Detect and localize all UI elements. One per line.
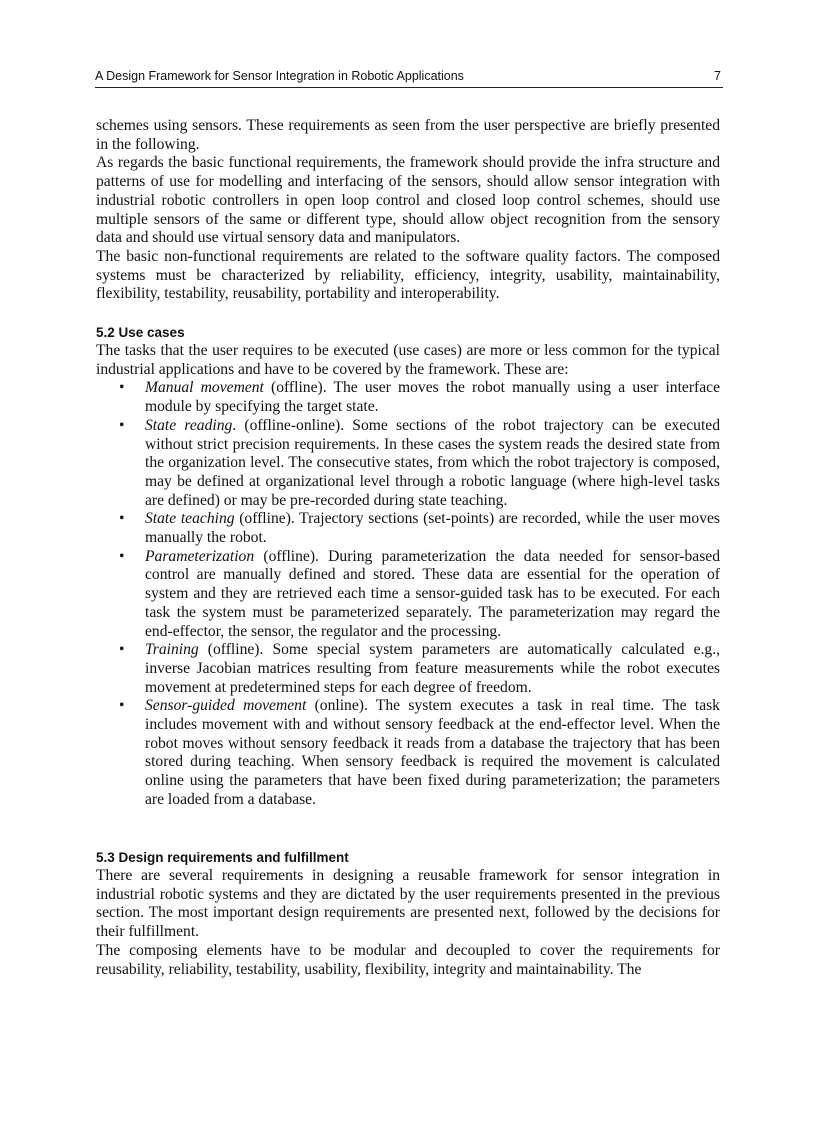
bullet-icon: •	[119, 510, 125, 528]
term: Training	[145, 641, 199, 659]
bullet-icon: •	[119, 416, 125, 434]
section-use-cases	[96, 324, 720, 810]
item-text: (online). The system executes a task in real time. The task includes movement with and without sensory feedback at the end-effector level. When the robot moves without sensory feedback it reads from a database the trajectory that has been stored during teaching. When sensory feedback is required the movement is calculated online using the parameters that have been fixed during parameterization; the parameters are loaded from a database.	[145, 697, 720, 808]
paragraph: The basic non-functional requirements are related to the software quality factors. The composed systems must be characterized by reliability, efficiency, integrity, usability, maintainability, flexibility, testability, reusability, portability and interoperability.	[96, 247, 720, 303]
item-text: . (offline-online). Some sections of the robot trajectory can be executed without strict precision requirements. In these cases the system reads the desired state from the organization level. The consecutive states, from which the robot trajectory is composed, may be defined at organizational level through a robotic language (where high-level tasks are defined) or may be pre-recorded during state teaching.	[145, 416, 720, 509]
term: Parameterization	[145, 547, 255, 565]
bullet-icon: •	[119, 641, 125, 659]
list-item	[119, 547, 720, 642]
paragraph: There are several requirements in designing a reusable framework for sensor integration in industrial robotic systems and they are dictated by the user requirements presented in the previous section. The most important design requirements are presented next, followed by the decisions for their fulfillment.	[96, 867, 720, 941]
paragraph: As regards the basic functional requirements, the framework should provide the infra structure and patterns of use for modelling and interfacing of the sensors, should allow sensor integration with industrial robotic controllers in open loop control and closed loop control schemes, should use multiple sensors of the same or different type, should allow object recognition from the sensory data and should use virtual sensory data and manipulators.	[96, 154, 720, 247]
list-item	[119, 379, 720, 416]
term: State reading	[145, 416, 233, 434]
paragraph: The composing elements have to be modular and decoupled to cover the requirements for reusability, reliability, testability, usability, flexibility, integrity and maintainability. The	[96, 941, 720, 978]
page-number: 7	[714, 69, 721, 83]
term: Manual movement	[145, 379, 264, 397]
paragraph: schemes using sensors. These requirements as seen from the user perspective are briefly presented in the following.	[96, 117, 720, 153]
bullet-icon: •	[119, 697, 125, 715]
list-item	[119, 416, 720, 511]
section-heading: 5.2 Use cases	[96, 325, 185, 340]
paragraph: The tasks that the user requires to be executed (use cases) are more or less common for the typical industrial applications and have to be covered by the framework. These are:	[96, 342, 720, 378]
bullet-icon: •	[119, 547, 125, 565]
term: Sensor-guided movement	[145, 697, 307, 715]
item-text: (offline). During parameterization the data needed for sensor-based control are manually defined and stored. These data are essential for the operation of system and they are retrieved each time a sensor-guided task has to be executed. For each task the system must be parameterized separately. The parameterization may regard the end-effector, the sensor, the regulator and the processing.	[145, 547, 720, 640]
item-text: (offline). Some special system parameters are automatically calculated e.g., inverse Jacobian matrices resulting from feature measurements while the robot executes movement at predetermined steps for each degree of freedom.	[145, 641, 720, 696]
item-text: (offline). Trajectory sections (set-points) are recorded, while the user moves manually the robot.	[145, 510, 720, 547]
running-title: A Design Framework for Sensor Integration in Robotic Applications	[95, 69, 464, 83]
section-heading: 5.3 Design requirements and fulfillment	[96, 850, 349, 865]
item-text: (offline). The user moves the robot manually using a user interface module by specifying the target state.	[145, 379, 720, 416]
section-design-requirements	[96, 849, 720, 979]
bullet-icon: •	[119, 379, 125, 397]
term: State teaching	[145, 510, 235, 528]
intro-section	[96, 117, 720, 304]
list-item	[119, 510, 720, 547]
list-item	[119, 641, 720, 697]
use-case-list	[96, 379, 720, 809]
running-header	[95, 68, 723, 88]
list-item	[119, 697, 720, 809]
